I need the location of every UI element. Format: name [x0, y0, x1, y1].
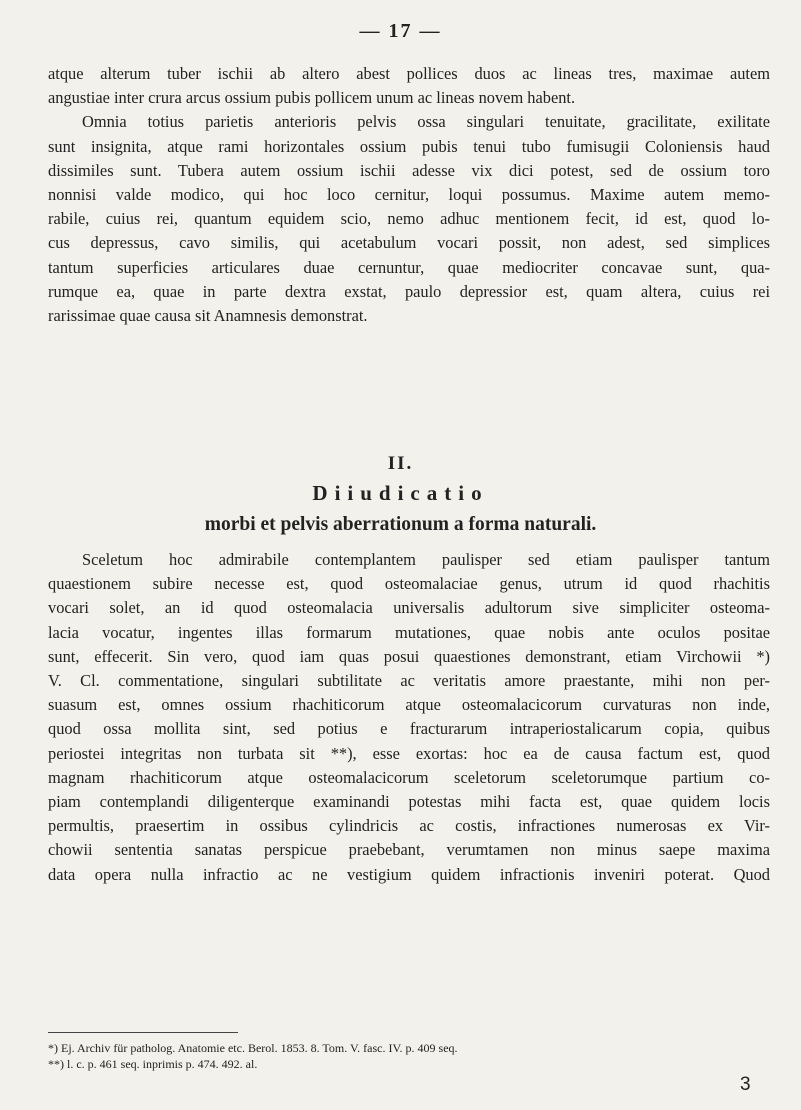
text-line: V. Cl. commentatione, singulari subtilitate ac veritatis amore praestante, mihi non per-	[48, 671, 770, 691]
text-line: vocari solet, an id quod osteomalacia universalis adultorum sive simpliciter osteoma-	[48, 598, 770, 618]
text-line: quod ossa mollita sint, sed potius e fracturarum intraperiostalicarum copia, quibus	[48, 719, 770, 739]
section-subtitle: morbi et pelvis aberrationum a forma naturali.	[204, 514, 597, 535]
text-line: nonnisi valde modico, qui hoc loco cernitur, loqui possumus. Maxime autem memo-	[48, 185, 770, 205]
footnote: **) l. c. p. 461 seq. inprimis p. 474. 492. al.	[48, 1057, 258, 1071]
text-line: chowii sententia sanatas perspicue praebebant, verumtamen non minus saepe maxima	[48, 840, 770, 860]
text-line: periostei integritas non turbata sit **), esse exortas: hoc ea de causa factum est, quod	[48, 743, 770, 763]
page-number: 3	[740, 1074, 751, 1095]
text-line: cus depressus, cavo similis, qui acetabulum vocari possit, non adest, sed simplices	[48, 233, 770, 253]
text-line: rarissimae quae causa sit Anamnesis demonstrat.	[48, 306, 368, 326]
text-line: tantum superficies articulares duae cernuntur, quae mediocriter concavae sunt, qua-	[48, 257, 770, 277]
text-line: dissimiles sunt. Tubera autem ossium ischii adesse vix dici potest, sed de ossium toro	[48, 160, 770, 180]
text-line: magnam rhachiticorum atque osteomalacicorum sceletorum sceletorumque partium co-	[48, 767, 770, 787]
section-number: II.	[387, 453, 414, 474]
page-header: — 17 —	[359, 20, 442, 42]
footnote: *) Ej. Archiv für patholog. Anatomie etc. Berol. 1853. 8. Tom. V. fasc. IV. p. 409 seq.	[48, 1041, 458, 1055]
paragraph-1	[48, 62, 770, 328]
section-title: Diiudicatio	[312, 481, 489, 505]
text-line: Omnia totius parietis anterioris pelvis ossa singulari tenuitate, gracilitate, exilitate	[82, 112, 770, 132]
text-line: lacia vocatur, ingentes illas formarum mutationes, quae nobis ante oculos positae	[48, 622, 770, 642]
text-line: atque alterum tuber ischii ab altero abest pollices duos ac lineas tres, maximae autem	[48, 64, 770, 83]
text-line: angustiae inter crura arcus ossium pubis pollicem unum ac lineas novem habent.	[48, 88, 576, 108]
text-line: sunt insignita, atque rami horizontales ossium pubis tenui tubo fumisugii Coloniensis haud	[48, 136, 770, 156]
paragraph-2	[48, 548, 770, 887]
text-line: piam contemplandi diligenterque examinandi potestas mihi facta est, quae quidem locis	[48, 792, 770, 812]
text-line: sunt, effecerit. Sin vero, quod iam quas posui quaestiones demonstrant, etiam Virchowii *)	[48, 646, 770, 666]
footnotes	[48, 1040, 768, 1072]
text-line: suasum est, omnes ossium rhachiticorum atque osteomalacicorum curvaturas non inde,	[48, 695, 770, 715]
footnote-divider	[48, 1032, 238, 1033]
text-line: permultis, praesertim in ossibus cylindricis ac costis, infractiones numerosas ex Vir-	[48, 816, 770, 836]
text-line: quaestionem subire necesse est, quod osteomalaciae genus, utrum id quod rhachitis	[48, 574, 770, 594]
text-line: Sceletum hoc admirabile contemplantem paulisper sed etiam paulisper tantum	[82, 550, 770, 569]
text-line: rumque ea, quae in parte dextra exstat, paulo depressior est, quam altera, cuius rei	[48, 281, 770, 301]
text-line: rabile, cuius rei, quantum equidem scio, nemo adhuc mentionem fecit, id est, quod lo-	[48, 209, 770, 229]
text-line: data opera nulla infractio ac ne vestigium quidem infractionis inveniri poterat. Quod	[48, 864, 770, 884]
